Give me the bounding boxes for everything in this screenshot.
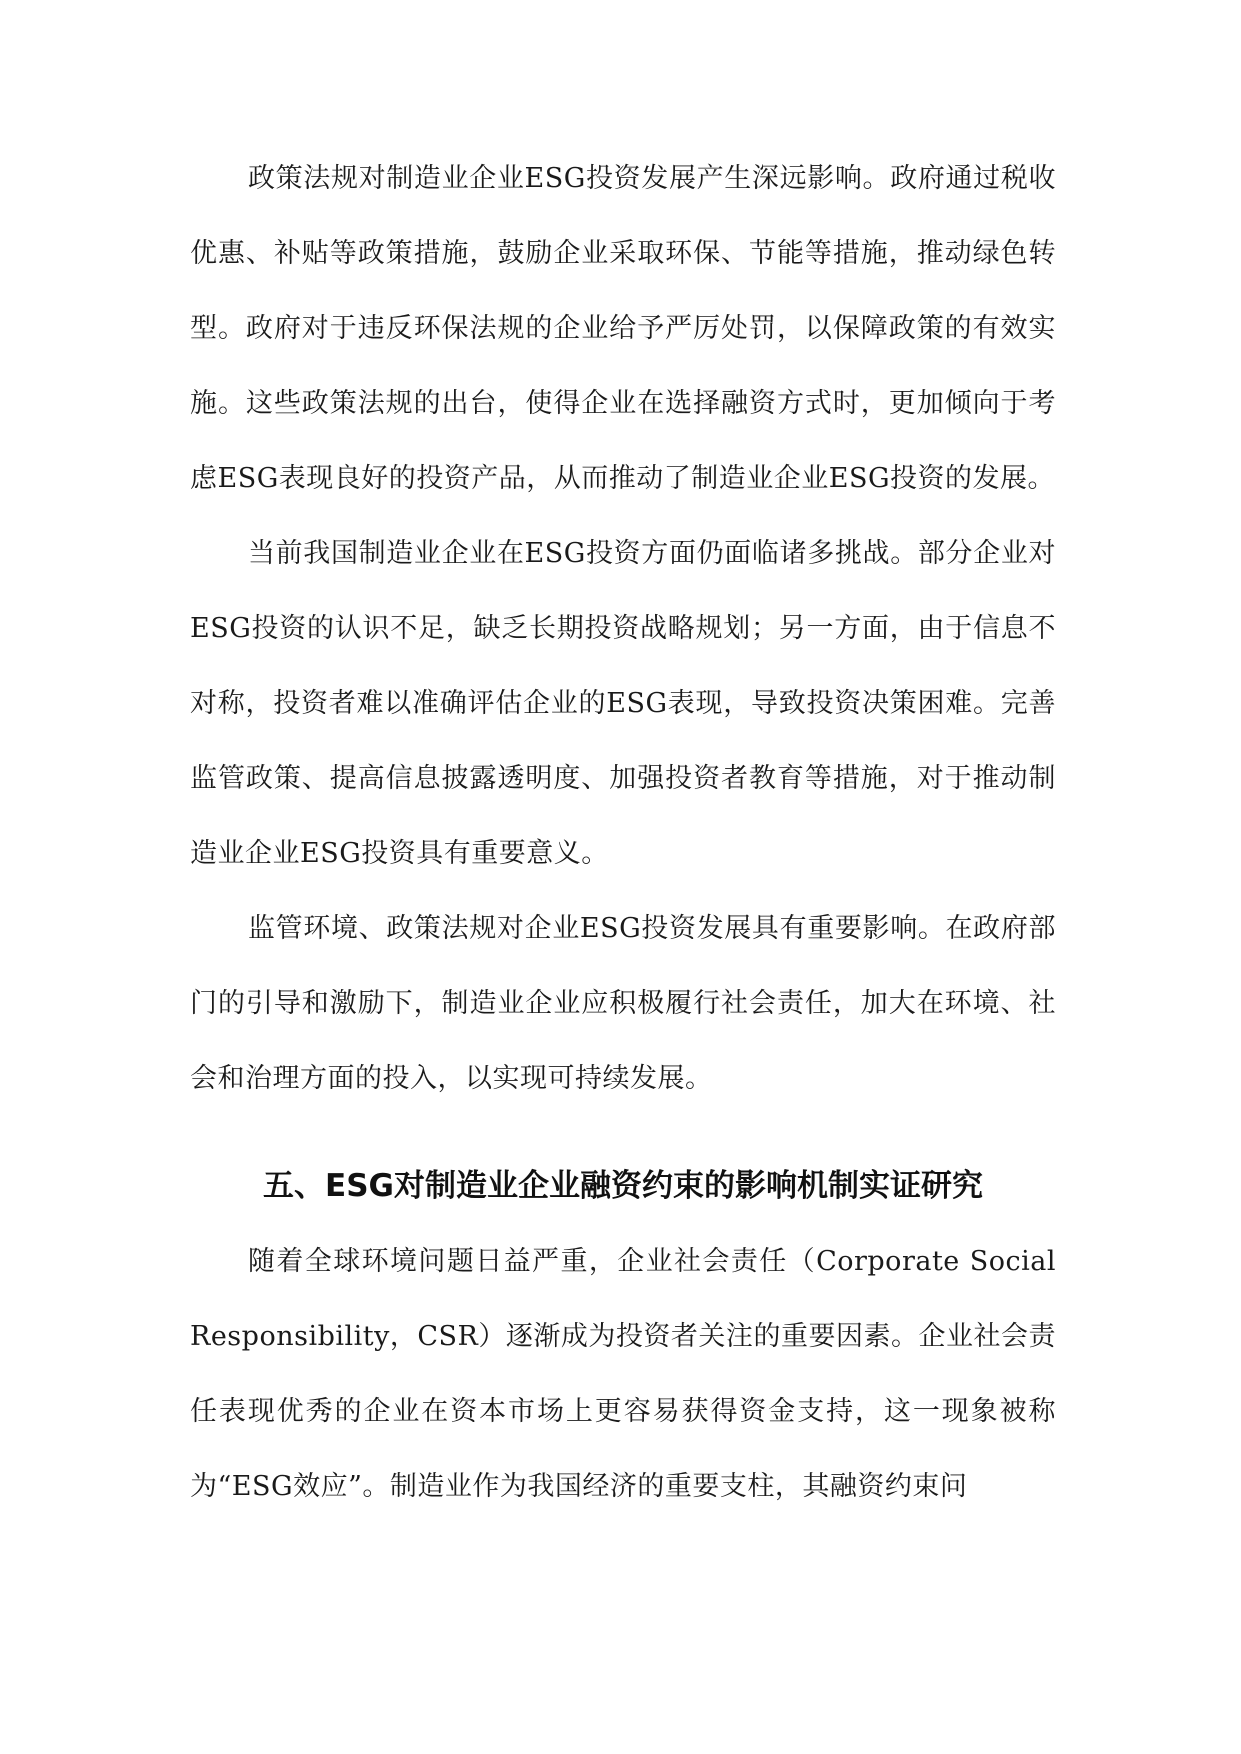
paragraph-regulatory-environment: 监管环境、政策法规对企业ESG投资发展具有重要影响。在政府部门的引导和激励下，制造业企业应积极履行社会责任，加大在环境、社会和治理方面的投入，以实现可持续发展。 <box>190 913 1056 1094</box>
document-body <box>190 141 1056 1524</box>
paragraph-csr-intro: 随着全球环境问题日益严重，企业社会责任（Corporate Social Responsibility，CSR）逐渐成为投资者关注的重要因素。企业社会责任表现优秀的企业在资本市场上更容易获得资金支持，这一现象被称为“ESG效应”。制造业作为我国经济的重要支柱，其融资约束问 <box>190 1246 1056 1502</box>
paragraph-policy-impact: 政策法规对制造业企业ESG投资发展产生深远影响。政府通过税收优惠、补贴等政策措施，鼓励企业采取环保、节能等措施，推动绿色转型。政府对于违反环保法规的企业给予严厉处罚，以保障政策的有效实施。这些政策法规的出台，使得企业在选择融资方式时，更加倾向于考虑ESG表现良好的投资产品，从而推动了制造业企业ESG投资的发展。 <box>190 163 1056 494</box>
paragraph-challenges: 当前我国制造业企业在ESG投资方面仍面临诸多挑战。部分企业对ESG投资的认识不足，缺乏长期投资战略规划；另一方面，由于信息不对称，投资者难以准确评估企业的ESG表现，导致投资决策困难。完善监管政策、提高信息披露透明度、加强投资者教育等措施，对于推动制造业企业ESG投资具有重要意义。 <box>190 538 1056 869</box>
section-heading: 五、ESG对制造业企业融资约束的影响机制实证研究 <box>263 1168 983 1204</box>
